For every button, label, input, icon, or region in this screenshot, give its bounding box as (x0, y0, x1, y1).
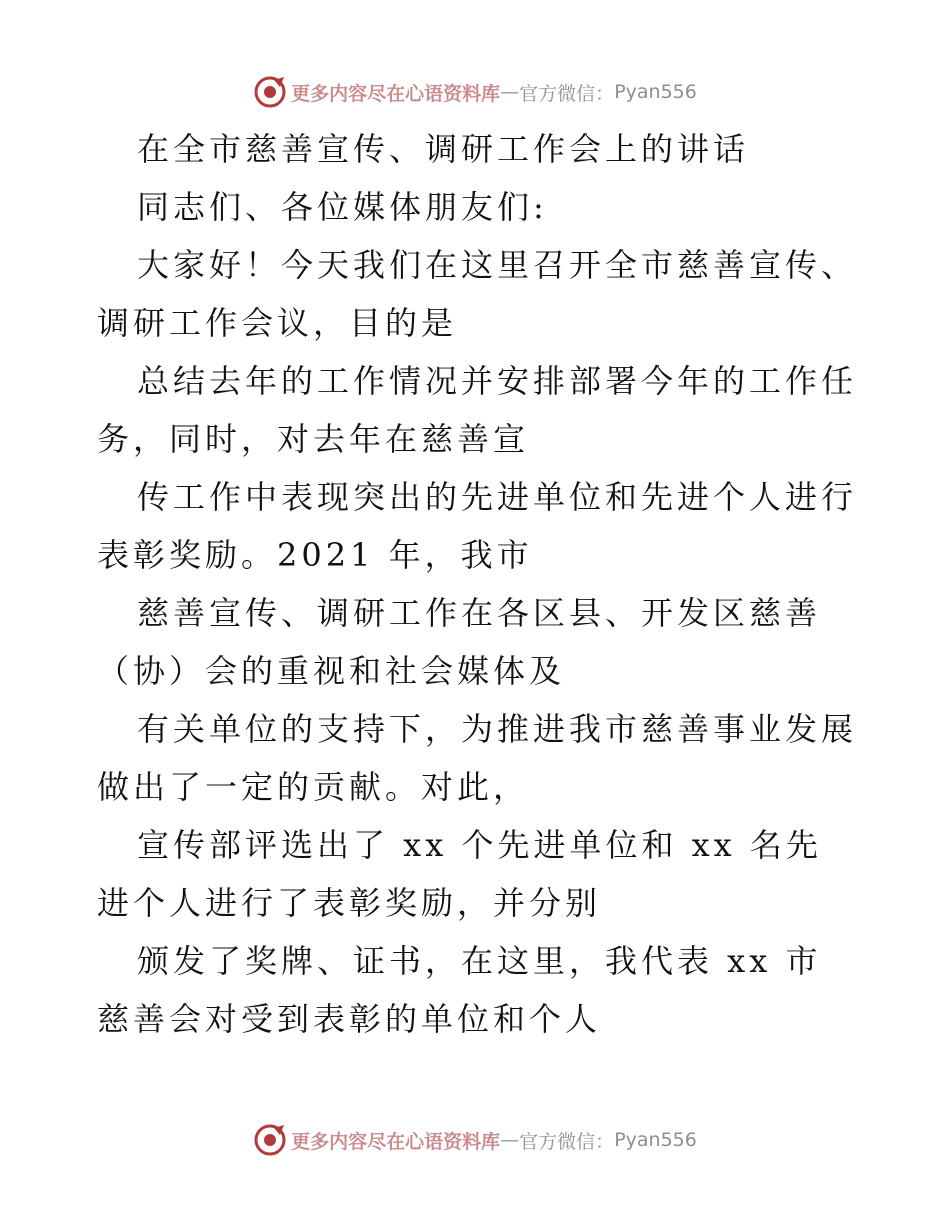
watermark-wechat-id: Pyan556 (614, 1129, 697, 1151)
paragraph-line: 有关单位的支持下，为推进我市慈善事业发展做出了一定的贡献。对此， (97, 710, 858, 806)
document-body (97, 120, 857, 1048)
watermark-wechat-id: Pyan556 (614, 81, 697, 103)
pen-logo-icon (253, 1123, 287, 1157)
footer-watermark (0, 1120, 950, 1160)
watermark-dash: — (500, 1129, 520, 1151)
watermark-brand: 更多内容尽在心语资料库 (291, 82, 501, 105)
paragraph-line: 颁发了奖牌、证书，在这里，我代表 xx 市慈善会对受到表彰的单位和个人 (97, 942, 822, 1038)
salutation: 同志们、各位媒体朋友们: (137, 188, 548, 226)
watermark-official: 官方微信： (519, 1130, 615, 1153)
paragraph-line: 慈善宣传、调研工作在各区县、开发区慈善（协）会的重视和社会媒体及 (97, 594, 822, 690)
watermark-official: 官方微信： (519, 82, 615, 105)
pen-logo-icon (253, 75, 287, 109)
header-watermark (0, 72, 950, 112)
paragraph-line: 宣传部评选出了 xx 个先进单位和 xx 名先进个人进行了表彰奖励，并分别 (97, 826, 822, 922)
paragraph-line: 总结去年的工作情况并安排部署今年的工作任务，同时，对去年在慈善宣 (97, 362, 858, 458)
paragraph-line: 大家好！今天我们在这里召开全市慈善宣传、调研工作会议，目的是 (97, 246, 858, 342)
paragraph-line: 传工作中表现突出的先进单位和先进个人进行表彰奖励。2021 年，我市 (97, 478, 858, 574)
document-title: 在全市慈善宣传、调研工作会上的讲话 (137, 130, 750, 168)
watermark-brand: 更多内容尽在心语资料库 (291, 1130, 501, 1153)
watermark-dash: — (500, 81, 520, 103)
